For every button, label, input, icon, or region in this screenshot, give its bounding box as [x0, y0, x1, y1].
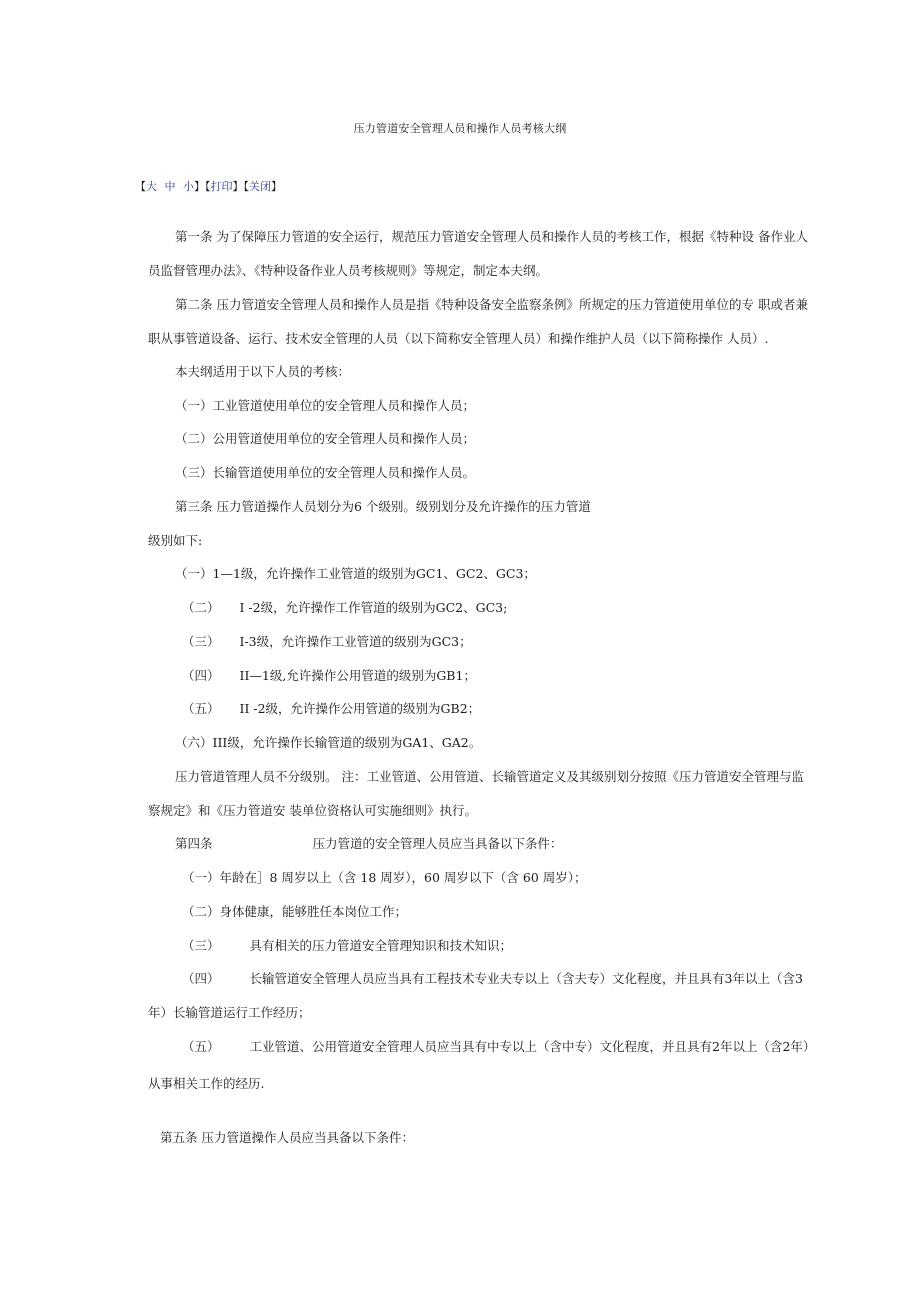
article-4-text: 压力管道的安全管理人员应当具备以下条件：: [312, 836, 563, 851]
toolbar-bracket: 】: [232, 180, 244, 193]
level-item-3-number: （三）: [182, 634, 220, 649]
article-2-line-2: 职从事管道设备、运行、技术安全管理的人员（以下简称安全管理人员）和操作维护人员（以下简称操作 人员）.: [148, 331, 769, 346]
font-medium-link[interactable]: 中: [164, 180, 176, 193]
article-3-line-2: 级别如下:: [148, 533, 203, 548]
toolbar-bracket: 】: [271, 180, 282, 193]
article-4-item-5-number: （五）: [182, 1039, 220, 1054]
level-item-5: [182, 701, 480, 717]
article-4-item-3-text: 具有相关的压力管道安全管理知识和技术知识；: [249, 938, 513, 953]
article-4-label: 第四条: [175, 836, 213, 851]
note-line-1: 压力管道管理人员不分级别。 注：工业管道、公用管道、长输管道定义及其级别划分按照《压力管道安全管理与监: [175, 769, 804, 784]
level-item-2: [182, 600, 507, 616]
scope-intro: 本夫纲适用于以下人员的考核：: [175, 364, 351, 379]
article-4-item-1: （一）年龄在］8 周岁以上（含 18 周岁），60 周岁以下（含 60 周岁）；: [182, 870, 587, 885]
toolbar-bracket: 】: [194, 180, 205, 193]
font-large-link[interactable]: 大: [146, 180, 157, 193]
font-small-link[interactable]: 小: [183, 180, 194, 193]
article-2-line-1: 第二条 压力管道安全管理人员和操作人员是指《特种设备安全监察条例》所规定的压力管道使用单位的专 职或者兼: [175, 297, 808, 312]
scope-item-1: （一）工业管道使用单位的安全管理人员和操作人员；: [175, 398, 476, 413]
article-4-item-4: [182, 971, 803, 987]
toolbar: [135, 178, 282, 194]
article-4-item-4-line-2: 年）长输管道运行工作经历；: [148, 1005, 311, 1020]
scope-item-3: （三）长输管道使用单位的安全管理人员和操作人员。: [175, 465, 476, 480]
close-link[interactable]: 关闭: [249, 180, 271, 193]
document-title: 压力管道安全管理人员和操作人员考核大纲: [353, 122, 567, 135]
article-1-line-2: 员监督管理办法》、《特种设备作业人员考核规则》等规定，制定本夫纲。: [148, 263, 549, 278]
level-item-1: （一）1—1级，允许操作工业管道的级别为GC1、GC2、GC3；: [175, 566, 536, 581]
article-4-heading: [175, 836, 563, 852]
article-4-item-5: [182, 1039, 815, 1055]
level-item-4-number: （四）: [182, 668, 220, 683]
toolbar-bracket: 【: [205, 180, 211, 193]
toolbar-bracket: 【: [135, 180, 146, 193]
article-4-item-5-line-2: 从事相关工作的经历.: [148, 1076, 265, 1091]
article-4-item-4-text: 长输管道安全管理人员应当具有工程技术专业夫专以上（含夫专）文化程度，并且具有3年以上（含3: [249, 971, 803, 986]
level-item-3: [182, 634, 472, 650]
level-item-2-text: I -2级，允许操作工作管道的级别为GC2、GC3;: [239, 600, 508, 615]
level-item-4: [182, 668, 476, 684]
article-4-item-2: （二）身体健康，能够胜任本岗位工作；: [182, 904, 408, 919]
article-4-item-3: [182, 938, 512, 954]
note-line-2: 察规定》和《压力管道安 装单位资格认可实施细则》执行。: [148, 803, 477, 818]
article-5-heading: 第五条 压力管道操作人员应当具备以下条件：: [160, 1130, 414, 1145]
level-item-5-number: （五）: [182, 701, 220, 716]
toolbar-bracket: 【: [243, 180, 249, 193]
level-item-6: （六）III级，允许操作长输管道的级别为GA1、GA2。: [175, 735, 482, 750]
level-item-5-text: II -2级，允许操作公用管道的级别为GB2；: [239, 701, 481, 716]
article-4-item-5-text: 工业管道、公用管道安全管理人员应当具有中专以上（含中专）文化程度，并且具有2年以上（含2年）: [249, 1039, 816, 1054]
scope-item-2: （二）公用管道使用单位的安全管理人员和操作人员；: [175, 431, 476, 446]
article-1-line-1: 第一条 为了保障压力管道的安全运行，规范压力管道安全管理人员和操作人员的考核工作，根据《特种设 备作业人: [175, 229, 808, 244]
print-link[interactable]: 打印: [210, 180, 233, 193]
level-item-4-text: II—1级,允许操作公用管道的级别为GB1；: [239, 668, 476, 683]
level-item-3-text: I-3级，允许操作工业管道的级别为GC3；: [239, 634, 472, 649]
article-4-item-3-number: （三）: [182, 938, 220, 953]
level-item-2-number: （二）: [182, 600, 220, 615]
article-3-line-1: 第三条 压力管道操作人员划分为6 个级别。级别划分及允许操作的压力管道: [175, 499, 591, 514]
article-4-item-4-number: （四）: [182, 971, 220, 986]
